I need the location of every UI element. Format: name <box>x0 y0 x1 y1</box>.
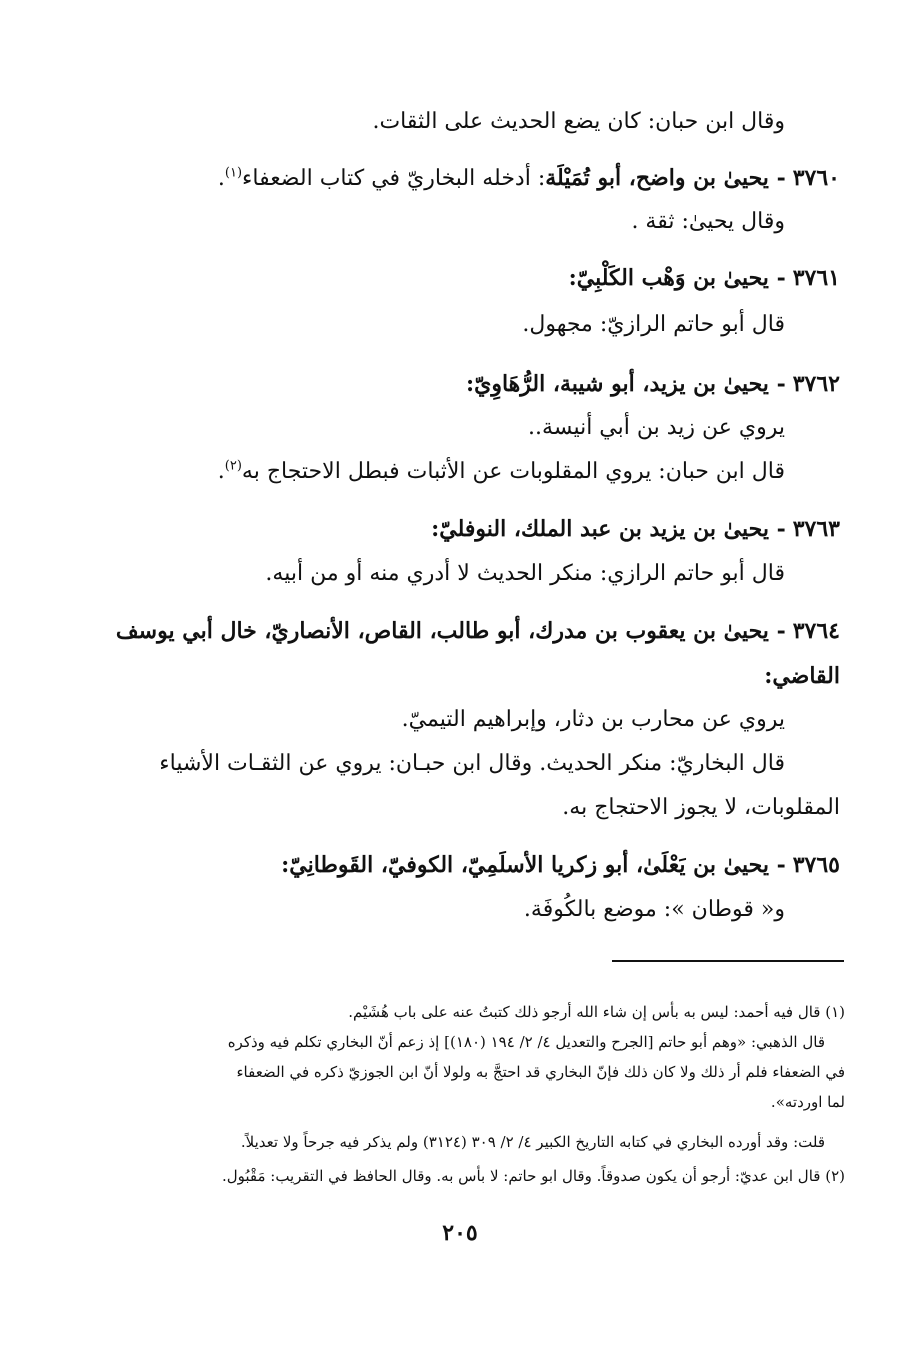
entry-3764-heading: ٣٧٦٤ - يحيىٰ بن يعقوب بن مدرك، أبو طالب، القاص، الأنصاريّ، خال أبي يوسف <box>115 618 840 644</box>
footnote-line: (١) قال فيه أحمد: ليس به بأس إن شاء الله أرجو ذلك كتبتُ عنه على باب هُشَيْم. <box>348 1003 845 1021</box>
entry-3763-heading: ٣٧٦٣ - يحيىٰ بن يزيد بن عبد الملك، النوفليّ: <box>431 516 840 542</box>
entry-number: ٣٧٦٢ <box>792 371 840 397</box>
narrator-name: يحيىٰ بن وَهْب الكَلْبِيّ <box>576 265 769 291</box>
footnote-line: في الضعفاء فلم أر ذلك ولا كان ذلك فإنّ البخاري قد احتجَّ به ولولا أنّ ابن الجوزيّ ذكره في الضعفاء <box>236 1063 845 1081</box>
text-line: يروي عن زيد بن أبي أنيسة.. <box>528 415 785 440</box>
footnote-marker: (١) <box>224 165 243 181</box>
footnote-line: قال الذهبي: «وهم أبو حاتم [الجرح والتعديل ٤/ ٢/ ١٩٤ (١٨٠)] إذ زعم أنّ البخاري تكلم فيه وذكره <box>227 1033 825 1051</box>
entry-text: : أدخله البخاريّ في كتاب الضعفاء <box>242 166 546 191</box>
entry-number: ٣٧٦٥ <box>792 852 840 878</box>
page-number: ٢٠٥ <box>442 1220 478 1246</box>
entry-3765-heading: ٣٧٦٥ - يحيىٰ بن يَعْلَىٰ، أبو زكريا الأسلَمِيّ، الكوفيّ، القَوطانِيّ: <box>281 852 840 878</box>
narrator-name: يحيىٰ بن يَعْلَىٰ، أبو زكريا الأسلَمِيّ، الكوفيّ، القَوطانِيّ <box>289 852 769 878</box>
entry-3761-heading: ٣٧٦١ - يحيىٰ بن وَهْب الكَلْبِيّ: <box>568 265 840 291</box>
narrator-name: يحيىٰ بن يزيد، أبو شيبة، الرُّهَاوِيّ <box>474 371 769 397</box>
footnote-line: قلت: وقد أورده البخاري في كتابه التاريخ الكبير ٤/ ٢/ ٣٠٩ (٣١٢٤) ولم يذكر فيه جرحاً ولا تعديلاً. <box>240 1133 825 1151</box>
narrator-name: يحيىٰ بن واضح، أبو تُمَيْلَة <box>545 165 769 191</box>
text-line: وقال يحيىٰ: ثقة . <box>631 209 785 234</box>
entry-3760-heading: ٣٧٦٠ - يحيىٰ بن واضح، أبو تُمَيْلَة: أدخله البخاريّ في كتاب الضعفاء$^{(١)}$. <box>217 165 840 191</box>
footnote-marker: (٢) <box>224 458 242 474</box>
footnote-separator <box>612 960 844 962</box>
text-line: قال أبو حاتم الرازيّ: مجهول. <box>522 312 785 337</box>
footnote-line: لما اوردته». <box>770 1093 845 1111</box>
entry-number: ٣٧٦٤ <box>792 618 840 644</box>
text-line: وقال ابن حبان: كان يضع الحديث على الثقات. <box>372 109 785 134</box>
text-line: و« قوطان »: موضع بالكُوفَة. <box>523 897 785 922</box>
footnote-line: (٢) قال ابن عديّ: أرجو أن يكون صدوقاً. وقال ابو حاتم: لا بأس به. وقال الحافظ في التقريب: مَقْبُول. <box>221 1167 845 1185</box>
text-line: قال ابن حبان: يروي المقلوبات عن الأثبات فبطل الاحتجاج به$^{(٢)}$. <box>217 458 785 484</box>
text-line: قال البخاريّ: منكر الحديث. وقال ابن حبـان: يروي عن الثقـات الأشياء <box>159 751 785 776</box>
narrator-name: يحيىٰ بن يزيد بن عبد الملك، النوفليّ <box>439 516 769 542</box>
text-line: يروي عن محارب بن دثار، وإبراهيم التيميّ. <box>401 707 785 732</box>
entry-number: ٣٧٦٠ <box>792 165 840 191</box>
text-line: المقلوبات، لا يجوز الاحتجاج به. <box>562 795 840 820</box>
text-line: قال أبو حاتم الرازي: منكر الحديث لا أدري منه أو من أبيه. <box>265 561 785 586</box>
entry-number: ٣٧٦٣ <box>792 516 840 542</box>
narrator-name: يحيىٰ بن يعقوب بن مدرك، أبو طالب، القاص، الأنصاريّ، خال أبي يوسف <box>115 618 769 644</box>
entry-3762-heading: ٣٧٦٢ - يحيىٰ بن يزيد، أبو شيبة، الرُّهَاوِيّ: <box>466 371 840 397</box>
heading-continuation: القاضي: <box>764 663 840 689</box>
entry-number: ٣٧٦١ <box>792 265 840 291</box>
